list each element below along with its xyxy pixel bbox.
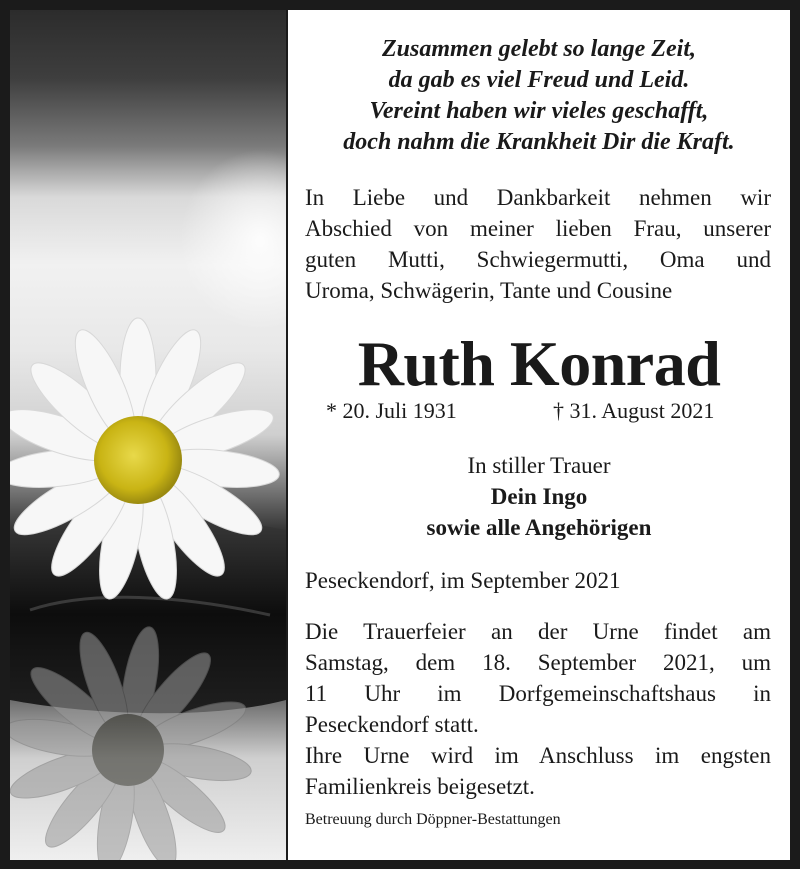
ceremony-line: Ihre Urne wird im Anschluss im engsten xyxy=(305,743,771,768)
daisy-photo xyxy=(10,10,286,860)
poem-line: Vereint haben wir vieles geschafft, xyxy=(369,98,709,124)
place-date: Peseckendorf, im September 2021 xyxy=(305,568,621,593)
ceremony-line: Familienkreis beigesetzt. xyxy=(305,774,535,799)
ceremony-line: Peseckendorf statt. xyxy=(305,712,479,737)
poem-line: doch nahm die Krankheit Dir die Kraft. xyxy=(343,129,735,155)
ceremony-line: 11 Uhr im Dorfgemeinschaftshaus in xyxy=(305,681,771,706)
intro-paragraph xyxy=(305,182,771,306)
intro-line: guten Mutti, Schwiegermutti, Oma und xyxy=(305,247,771,272)
deceased-name: Ruth Konrad xyxy=(357,328,721,399)
daisy-icon xyxy=(10,10,286,860)
mourner-name: Dein Ingo xyxy=(490,484,588,509)
ceremony-line: Samstag, dem 18. September 2021, um xyxy=(305,650,771,675)
poem-line: da gab es viel Freud und Leid. xyxy=(388,67,690,93)
death-date: † 31. August 2021 xyxy=(553,398,715,423)
intro-line: In Liebe und Dankbarkeit nehmen wir xyxy=(305,185,771,210)
funeral-home-credit: Betreuung durch Döppner-Bestattungen xyxy=(305,811,561,828)
mourning-line: In stiller Trauer xyxy=(467,453,611,478)
mourner-family: sowie alle Angehörigen xyxy=(426,515,652,540)
intro-line: Uroma, Schwägerin, Tante und Cousine xyxy=(305,278,673,303)
ceremony-line: Die Trauerfeier an der Urne findet am xyxy=(305,619,771,644)
intro-line: Abschied von meiner lieben Frau, unserer xyxy=(305,216,771,241)
poem-line: Zusammen gelebt so lange Zeit, xyxy=(382,36,696,62)
ceremony-paragraph xyxy=(305,616,771,802)
text-panel xyxy=(288,10,790,860)
birth-date: * 20. Juli 1931 xyxy=(326,398,457,423)
poem xyxy=(288,34,790,158)
